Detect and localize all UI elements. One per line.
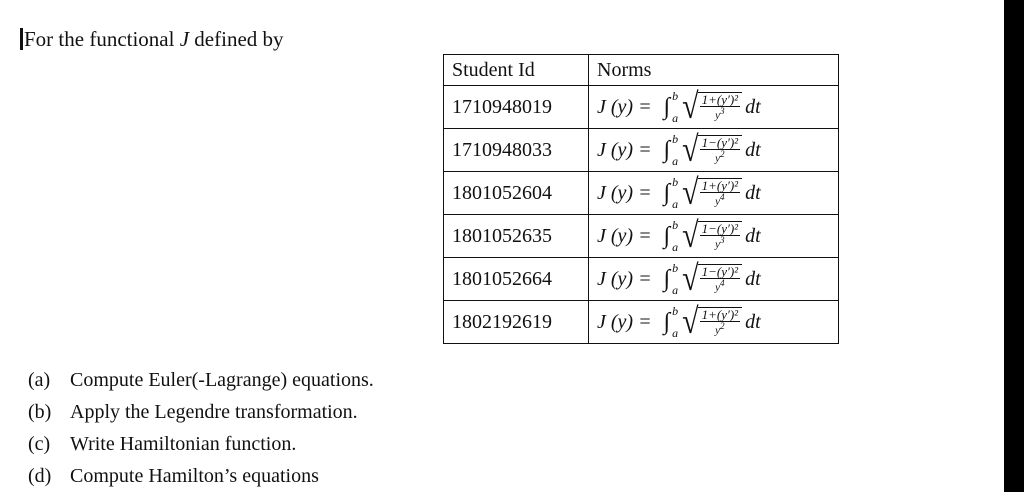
fraction-denominator [715, 279, 724, 294]
numerator-term: (y′)² [716, 91, 739, 107]
fraction-numerator [700, 222, 740, 237]
table-row [444, 215, 839, 258]
fraction-numerator [700, 308, 740, 323]
integral-sign: ∫ [663, 308, 671, 335]
norm-formula [597, 172, 761, 213]
denominator-base: y [715, 324, 720, 337]
sqrt-sign: √ [682, 86, 699, 127]
norm-formula [597, 301, 761, 342]
integral-limits [672, 305, 678, 339]
numerator-term: (y′)² [716, 220, 739, 236]
intro-prefix: For the functional [24, 27, 175, 51]
sqrt-sign: √ [682, 258, 699, 299]
norm-formula-cell [589, 172, 839, 215]
integral-limits [672, 90, 678, 124]
integral-sign: ∫ [663, 93, 671, 120]
upper-limit: b [672, 132, 679, 146]
sqrt-sign: √ [682, 172, 699, 213]
norm-formula-cell [589, 129, 839, 172]
denominator-base: y [715, 152, 720, 165]
question-list [28, 364, 374, 492]
denominator-base: y [715, 195, 720, 208]
differential: dt [745, 224, 761, 247]
upper-limit: b [672, 89, 679, 103]
fraction-numerator [700, 136, 740, 151]
norm-formula [597, 215, 761, 256]
denominator-base: y [715, 238, 720, 251]
integral-sign: ∫ [663, 179, 671, 206]
question-d: (d) Compute Hamilton’s equations [28, 465, 319, 487]
numerator-term: (y′)² [716, 263, 739, 279]
integral-sign: ∫ [663, 136, 671, 163]
denominator-base: y [715, 281, 720, 294]
denominator-power: 4 [720, 192, 725, 203]
denominator-base: y [715, 109, 720, 122]
numerator-sign: 1− [701, 220, 717, 236]
student-id-cell: 1801052635 [444, 215, 589, 258]
norm-formula-cell [589, 215, 839, 258]
denominator-power: 3 [720, 106, 725, 117]
formula-lhs: J (y) = [597, 267, 652, 290]
integral-limits [672, 133, 678, 167]
fraction-denominator [715, 107, 724, 122]
table-row [444, 129, 839, 172]
formula-lhs: J (y) = [597, 138, 652, 161]
table-header-row [444, 55, 839, 86]
sqrt-sign: √ [682, 129, 699, 170]
question-a: (a) Compute Euler(-Lagrange) equations. [28, 369, 374, 391]
integrand-fraction [698, 135, 742, 166]
header-student-id: Student Id [444, 55, 589, 86]
differential: dt [745, 267, 761, 290]
differential: dt [745, 310, 761, 333]
integrand-fraction [698, 221, 742, 252]
integrand-fraction [698, 178, 742, 209]
norm-formula-cell [589, 258, 839, 301]
table-row [444, 258, 839, 301]
question-b: (b) Apply the Legendre transformation. [28, 401, 358, 423]
norm-formula [597, 129, 761, 170]
numerator-term: (y′)² [716, 177, 739, 193]
differential: dt [745, 138, 761, 161]
intro-suffix: defined by [194, 27, 284, 51]
lower-limit: a [672, 283, 679, 297]
numerator-sign: 1+ [701, 306, 717, 322]
norm-formula [597, 86, 761, 127]
page-edge-rule [20, 28, 23, 50]
sqrt-sign: √ [682, 301, 699, 342]
integral-sign: ∫ [663, 265, 671, 292]
student-id-cell: 1802192619 [444, 301, 589, 344]
norm-formula [597, 258, 761, 299]
integrand-fraction [698, 264, 742, 295]
fraction-denominator [715, 236, 724, 251]
fraction-numerator [700, 265, 740, 280]
integrand-fraction [698, 307, 742, 338]
integral-limits [672, 262, 678, 296]
fraction-numerator [700, 93, 740, 108]
student-id-cell: 1801052664 [444, 258, 589, 301]
student-id-cell: 1801052604 [444, 172, 589, 215]
lower-limit: a [672, 197, 679, 211]
denominator-power: 2 [720, 149, 725, 160]
fraction-denominator [715, 150, 724, 165]
numerator-term: (y′)² [716, 134, 739, 150]
student-id-cell: 1710948019 [444, 86, 589, 129]
lower-limit: a [672, 240, 679, 254]
table-row [444, 301, 839, 344]
lower-limit: a [672, 326, 679, 340]
upper-limit: b [672, 175, 679, 189]
intro-symbol: J [179, 27, 190, 51]
question-c: (c) Write Hamiltonian function. [28, 433, 297, 455]
denominator-power: 3 [720, 235, 725, 246]
integral-limits [672, 176, 678, 210]
lower-limit: a [672, 111, 679, 125]
denominator-power: 2 [720, 321, 725, 332]
upper-limit: b [672, 218, 679, 232]
sqrt-sign: √ [682, 215, 699, 256]
numerator-sign: 1+ [701, 91, 717, 107]
integrand-fraction [698, 92, 742, 123]
fraction-denominator [715, 322, 724, 337]
norm-formula-cell [589, 86, 839, 129]
formula-lhs: J (y) = [597, 310, 652, 333]
intro-line [24, 27, 284, 52]
differential: dt [745, 95, 761, 118]
differential: dt [745, 181, 761, 204]
denominator-power: 4 [720, 278, 725, 289]
numerator-term: (y′)² [716, 306, 739, 322]
integral-limits [672, 219, 678, 253]
lower-limit: a [672, 154, 679, 168]
formula-lhs: J (y) = [597, 95, 652, 118]
integral-sign: ∫ [663, 222, 671, 249]
table-row [444, 86, 839, 129]
norms-table [443, 54, 839, 344]
student-id-cell: 1710948033 [444, 129, 589, 172]
table-row [444, 172, 839, 215]
fraction-numerator [700, 179, 740, 194]
norm-formula-cell [589, 301, 839, 344]
formula-lhs: J (y) = [597, 224, 652, 247]
numerator-sign: 1+ [701, 177, 717, 193]
numerator-sign: 1− [701, 263, 717, 279]
fraction-denominator [715, 193, 724, 208]
numerator-sign: 1− [701, 134, 717, 150]
upper-limit: b [672, 261, 679, 275]
upper-limit: b [672, 304, 679, 318]
formula-lhs: J (y) = [597, 181, 652, 204]
header-norms: Norms [589, 55, 839, 86]
